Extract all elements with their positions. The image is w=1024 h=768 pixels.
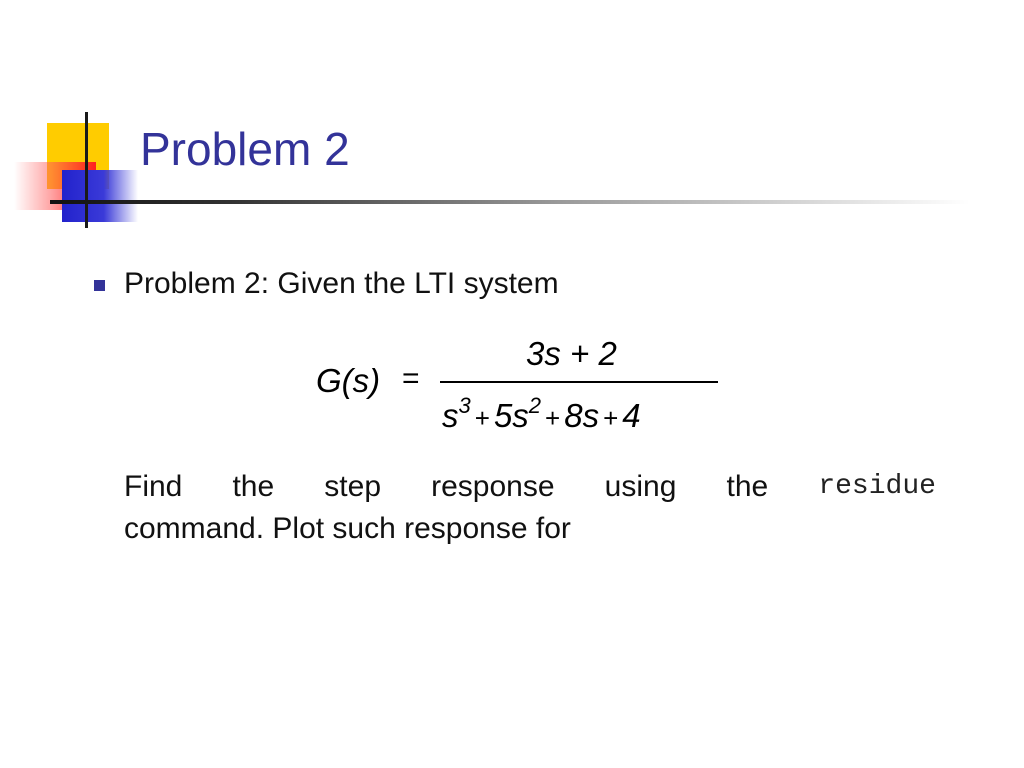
den-plus: + bbox=[603, 403, 619, 433]
decor-vertical-line bbox=[85, 112, 88, 228]
decor-blue-block bbox=[62, 170, 138, 222]
bullet-text: Problem 2: Given the LTI system bbox=[124, 267, 559, 300]
instruction-paragraph bbox=[124, 466, 936, 550]
den-term-5s: 5s bbox=[493, 397, 529, 434]
word: using bbox=[604, 470, 677, 503]
word: the bbox=[232, 470, 275, 503]
equation-equals: = bbox=[402, 362, 420, 395]
den-term-8s: 8s bbox=[564, 397, 600, 434]
den-term-4: 4 bbox=[622, 397, 641, 434]
word: Find bbox=[124, 470, 183, 503]
paragraph-line-1 bbox=[124, 466, 936, 508]
fraction-bar bbox=[440, 381, 718, 383]
word: step bbox=[324, 470, 382, 503]
paragraph-line-2: command. Plot such response for bbox=[124, 512, 571, 545]
equation-denominator bbox=[442, 393, 641, 435]
den-plus: + bbox=[474, 403, 490, 433]
bullet-square-icon bbox=[94, 280, 105, 291]
den-exp-2: 2 bbox=[528, 393, 542, 418]
den-exp-3: 3 bbox=[458, 393, 471, 418]
residue-command-code: residue bbox=[818, 471, 936, 502]
den-term-s: s bbox=[442, 397, 459, 434]
word: response bbox=[431, 470, 555, 503]
title-underline bbox=[50, 200, 970, 204]
equation-numerator: 3s + 2 bbox=[526, 335, 617, 372]
transfer-function-equation bbox=[316, 335, 726, 435]
equation-lhs: G(s) bbox=[316, 362, 381, 399]
den-plus: + bbox=[545, 403, 561, 433]
word: the bbox=[726, 470, 769, 503]
slide-title: Problem 2 bbox=[140, 123, 350, 175]
